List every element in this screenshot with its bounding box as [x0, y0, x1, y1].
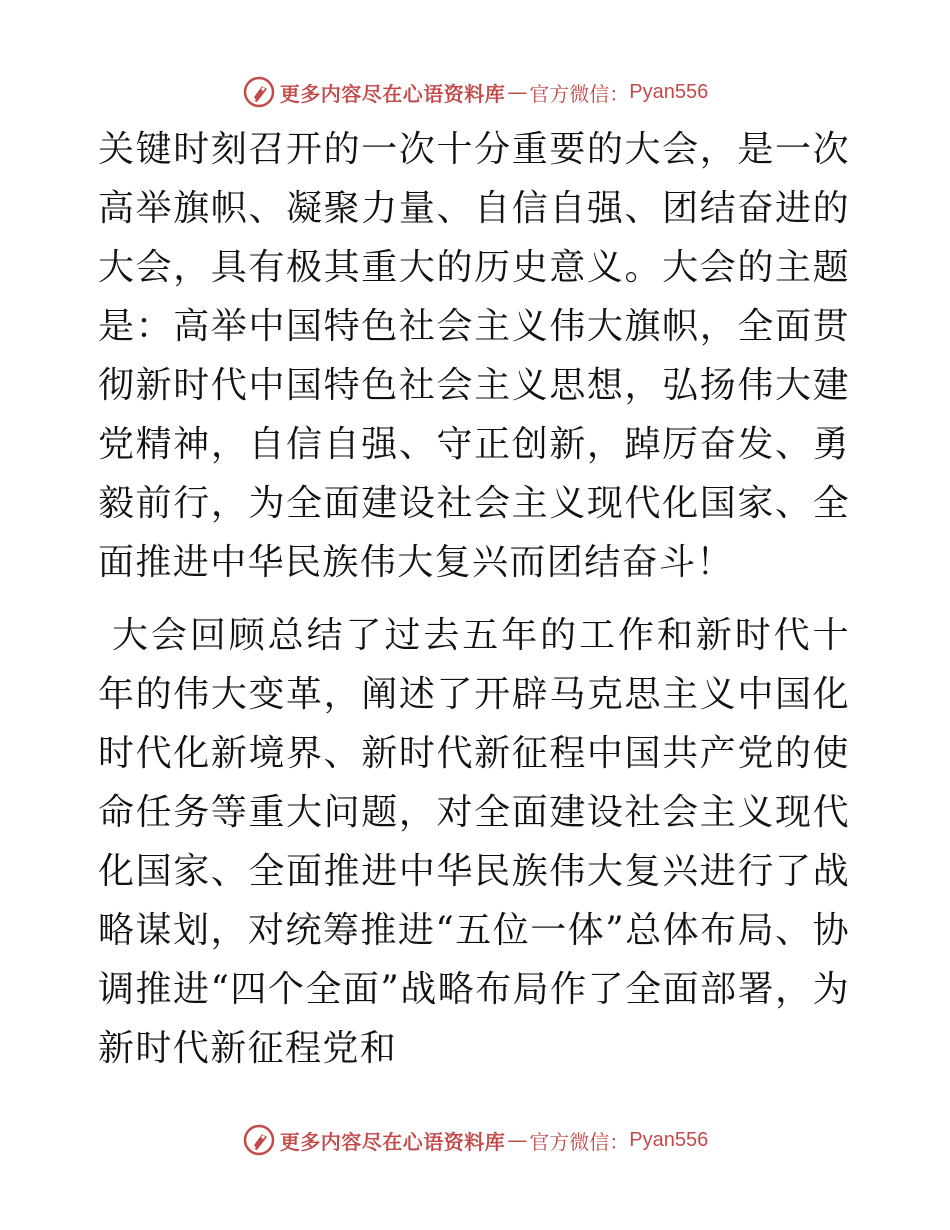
banner-title: 更多内容尽在心语资料库 [279, 1129, 506, 1154]
banner-separator: — [507, 80, 528, 104]
document-body [98, 120, 850, 1078]
banner-wechat-label: 官方微信： [529, 81, 630, 106]
paragraph-2: 大会回顾总结了过去五年的工作和新时代十年的伟大变革，阐述了开辟马克思主义中国化时代化新境界、新时代新征程中国共产党的使命任务等重大问题，对全面建设社会主义现代化国家、全面推进中华民族伟大复兴进行了战略谋划，对统筹推进“五位一体”总体布局、协调推进“四个全面”战略布局作了全面部署，为新时代新征程党和 [98, 615, 850, 1069]
pen-nib-logo-icon [242, 75, 276, 109]
footer-banner [0, 1118, 950, 1162]
paragraph-1: 关键时刻召开的一次十分重要的大会，是一次高举旗帜、凝聚力量、自信自强、团结奋进的大会，具有极其重大的历史意义。大会的主题是：高举中国特色社会主义伟大旗帜，全面贯彻新时代中国特色社会主义思想，弘扬伟大建党精神，自信自强、守正创新，踔厉奋发、勇毅前行，为全面建设社会主义现代化国家、全面推进中华民族伟大复兴而团结奋斗！ [98, 129, 850, 583]
banner-separator: — [507, 1128, 528, 1152]
pen-nib-logo-icon [242, 1123, 276, 1157]
header-banner [0, 70, 950, 114]
banner-wechat-label: 官方微信： [529, 1129, 630, 1154]
banner-wechat-id: Pyan556 [629, 1128, 709, 1151]
banner-title: 更多内容尽在心语资料库 [279, 81, 506, 106]
banner-wechat-id: Pyan556 [629, 80, 709, 103]
